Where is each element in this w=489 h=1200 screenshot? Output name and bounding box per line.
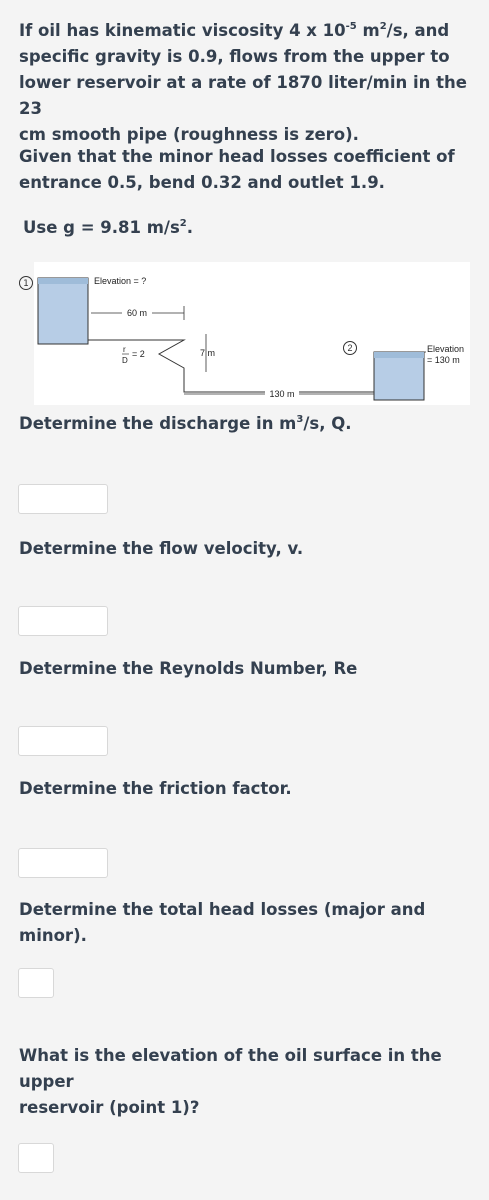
problem-line-2: specific gravity is 0.9, flows from the upper to [19,47,450,66]
answer-input-head-losses[interactable] [18,968,54,998]
answer-input-velocity[interactable] [18,606,108,636]
bend-ratio-label: = 2 [132,349,145,359]
problem-statement [19,18,471,148]
question-friction: Determine the friction factor. [19,779,292,798]
bend-r-label: r [123,345,126,354]
bend-d-label: D [122,356,128,365]
question-elevation: What is the elevation of the oil surface in the upper reservoir (point 1)? [19,1046,442,1117]
minor-losses-text: Given that the minor head losses coefficient of entrance 0.5, bend 0.32 and outlet 1.9. [19,147,455,192]
upper-water-surface [38,278,88,284]
answer-input-reynolds[interactable] [18,726,108,756]
pipe-system-diagram [34,262,470,405]
upper-reservoir [38,278,88,344]
elevation-lower-label-2: = 130 m [427,355,460,365]
svg-text:1: 1 [23,279,29,289]
problem-line-3: lower reservoir at a rate of 1870 liter/min in the 23 [19,73,467,118]
lower-water-surface [374,352,424,358]
svg-text:2: 2 [347,343,353,353]
point-1-marker [18,275,34,291]
problem-line-1: If oil has kinematic viscosity 4 x $10^{-5}$ $m^2/s$, and [19,20,450,40]
elevation-upper-label: Elevation = ? [94,276,147,286]
question-head-losses: Determine the total head losses (major and minor). [19,900,426,945]
lower-reservoir [374,352,424,400]
answer-input-discharge[interactable] [18,484,108,514]
question-discharge: Determine the discharge in $m^3/s$, Q. [19,413,352,433]
problem-line-4: cm smooth pipe (roughness is zero). [19,125,359,144]
question-velocity: Determine the flow velocity, v. [19,539,304,558]
pipe-line [88,340,374,392]
elevation-lower-label-1: Elevation [427,344,465,354]
drop-7m-label: 7 m [200,348,216,358]
answer-input-elevation[interactable] [18,1143,54,1173]
length-130m-label: 130 m [269,389,295,399]
length-60m-label: 60 m [126,308,148,318]
gravity-text: Use g = 9.81 $m/s^2$. [23,217,194,237]
answer-input-friction[interactable] [18,848,108,878]
question-reynolds: Determine the Reynolds Number, Re [19,659,358,678]
